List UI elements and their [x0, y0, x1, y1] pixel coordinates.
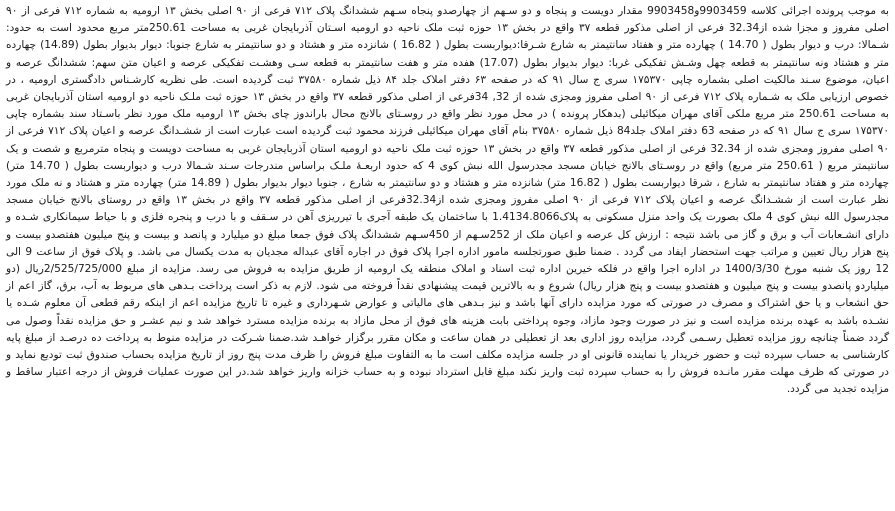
auction-notice-text: به موجب پرونده اجرائی کلاسه 9903459و9903458 مقدار دویست و پنجاه و دو سـهم از چهارصدو پنجاه سـهم ششدانگ پلاک ۷۱۲ فرعی از ۹۰ اصلی بخش ۱۳ ارومیه به شماره ۷۱۲ فرعی از ۹۰ اصلی مفروز و مجزا شده از32.34 فرعی از اصلی مذکور قطعه ۳۷ واقع در بخش ۱۳ حوزه ثبت ملک ناحیه دو ارومیه اسـتان آذربایجان غربی به مساحت 250.61متر مربع محدود است به حدود: شـمالا: درب و دیوار بطول ( 14.70 ) چهارده متر و هفتاد سانتیمتر به شارع شـرقا:دیواربست بطول ( 16.82 ) شانزده متر و هشتاد و دو سانتیمتر به شارع جنوبا: دیوار بدیوار بطول (14.89) چهارده متر و هشتاد ونه سانتیمتر به قطعه چهل وشـش تفکیکی غربا: دیوار بدیوار بطول (17.07) هفده متر و هفت سانتیمتر به قطعه سـی وهشـت تفکیکی عرصه و اعیان متن سهم: ششدانگ عرصه و اعیان، موضوع سـند مالکیت اصلی بشماره چاپی ۱۷۵۳۷۰ سری ج سال ۹۱ که در صفحه ۶۳ دفتر املاک جلد ۸۴ ذیل شماره ۳۷۵۸۰ ثبت گردیده است. طی نظریه کارشـناس دادگستری ارومیه ، در خصوص ارزیابی ملک به شـماره پلاک ۷۱۲ فرعی از ۹۰ اصلی مفروز ومجزی شده از 32, 34فرعی از اصلی مذکور قطعه ۳۷ واقع در بخش ۱۳ حوزه ثبت ملـک ناحیه دو ارومیه استان آذربایجان غربی به مساحت 250.61 متر مربع ملکی آقای مهران میکائیلی (بدهکار پرونده ) در محل مورد نظر واقع در روسـتای بالانج محال باراندوز چای بخش ۱۳ ارومیه ملک مورد نظر باسـتاد سند بشماره چاپی ۱۷۵۳۷۰ سری ج سال ۹۱ که در صفحه 63 دفتر املاک جلد84 ذیل شماره ۳۷۵۸۰ بنام آقای مهران میکائیلی فرزند محمود ثبت گردیده است عبارت است از ششـدانگ عرصه و اعیان پلاک ۷۱۲ فرعی از ۹۰ اصلی مفروز ومجزی شده از 32.34 فرعی از اصلی مذکور قطعه ۳۷ واقع در بخش ۱۳ حوزه ثبت ملک ناحیه دو ارومیه استان آذربایجان غربی به مساحت دویست و پنجاه مترمربع و شصت و یک سانتیمتر مربع ( 250.61 متر مربع) واقع در روسـتای بالانج خیابان مسجد مجدرسول الله نبش کوی 4 که حدود اربعـهٔ ملـک براساس مندرجات سـند شـمالا درب و دیواربست بطول ( 14.70 متر) چهارده متر و هفتاد سانتیمتر به شارع ، شرقا دیواربست بطول ( 16.82 متر) شانزده متر و هشتاد و دو سانتیمتر به شارع ، جنوبا دیوار بدیوار بطول ( 14.89 متر) چهارده متر و هشتاد و نه ملک مورد نظر عبارت است از ششـدانگ عرصه و اعیان پلاک ۷۱۲ فرعی از ۹۰ اصلی مفروز ومجزی شده از32.34فرعی از اصلی مذکور قطعه ۳۷ واقع در بخش ۱۳ واقع در روستای بالانج خیابان مسجد مجدرسول الله نبش کوی 4 ملک بصورت یک واحد منزل مسکونی به پلاک1.4134.8066 با ساختمان یک طبقه آجری با تیرریزی آهن در سـقف و با درب و پنجره فلزی و با حیاط سیمانکاری شـده و دارای انشـعابات آب و برق و گاز می باشد نتیجه : ارزش کل عرصه و اعیان ملک از 252سـهم از 450سـهم ششدانگ پلاک فوق جمعا مبلغ دو میلیارد و پانصد و بیست و پنج میلیون هفتصدو بیست و پنج هزار ریال تعیین و مراتب جهت استحضار ایفاد می گردد . ضمنا طبق صورتجلسه مامور اداره اجرا پلاک فوق در اجاره آقای عبداله مجدیان به مدت یکسال می باشد. و پلاک فوق از ساعت 9 الی 12 روز یک شنبه مورخ 1400/3/30 در اداره اجرا واقع در فلکه خیرین اداره ثبت اسناد و املاک منطقه یک ارومیه از طریق مزایده به فروش می رسد. مزایده از مبلغ 2/525/725/000ریال (دو میلیاردو پانصدو بیست و پنج میلیون و هفتصدو بیست و پنج هزار ریال) شروع و به بالاترین قیمت پیشنهادی نقداً فروخته می شود. لازم به ذکر است پرداخت بـدهی های مربوط به آب، برق، گاز اعم از حق انشعاب و یا حق اشتراک و مصرف در صورتی که مورد مزایده دارای آنها باشد و نیز بـدهی های مالیاتی و عوارض شـهرداری و غیره تا تاریخ مزایده اعم از اینکه رقم قطعی آن معلوم شـده یا نشـده باشد به عهده برنده مزایده است و نیز در صورت وجود مازاد، وجوه پرداختی بابت هزینه های فوق از محل مازاد به برنده مزایده مسترد خواهد شد و نیم عشـر و حق مزایده نقداً وصول می گردد ضمناً چنانچه روز مزایده تعطیل رسـمی گردد، مزایده روز اداری بعد از تعطیلی در همان ساعت و مکان مقرر برگزار خواهـد شد.ضمنا شـرکت در مزایده منوط به پرداخت ده درصـد از مبلغ پایه کارشناسی به حساب سپرده ثبت و حضور خریدار یا نماینده قانونی او در جلسه مزایده مکلف است ما به التفاوت مبلغ فروش را ظرف مدت پنج روز از تاریخ مزایده بحساب صندوق ثبت تودیع نماید و در صورتی که ظرف مهلت مقرر مانـده فروش را به حساب سپرده ثبت واریز نکند مبلغ قابل استرداد نبوده و به حساب خزانه واریز خواهد شد.در این صورت عملیات فروش از درجه اعتبار ساقط و مزایده تجدید می گردد. [6, 5, 890, 396]
